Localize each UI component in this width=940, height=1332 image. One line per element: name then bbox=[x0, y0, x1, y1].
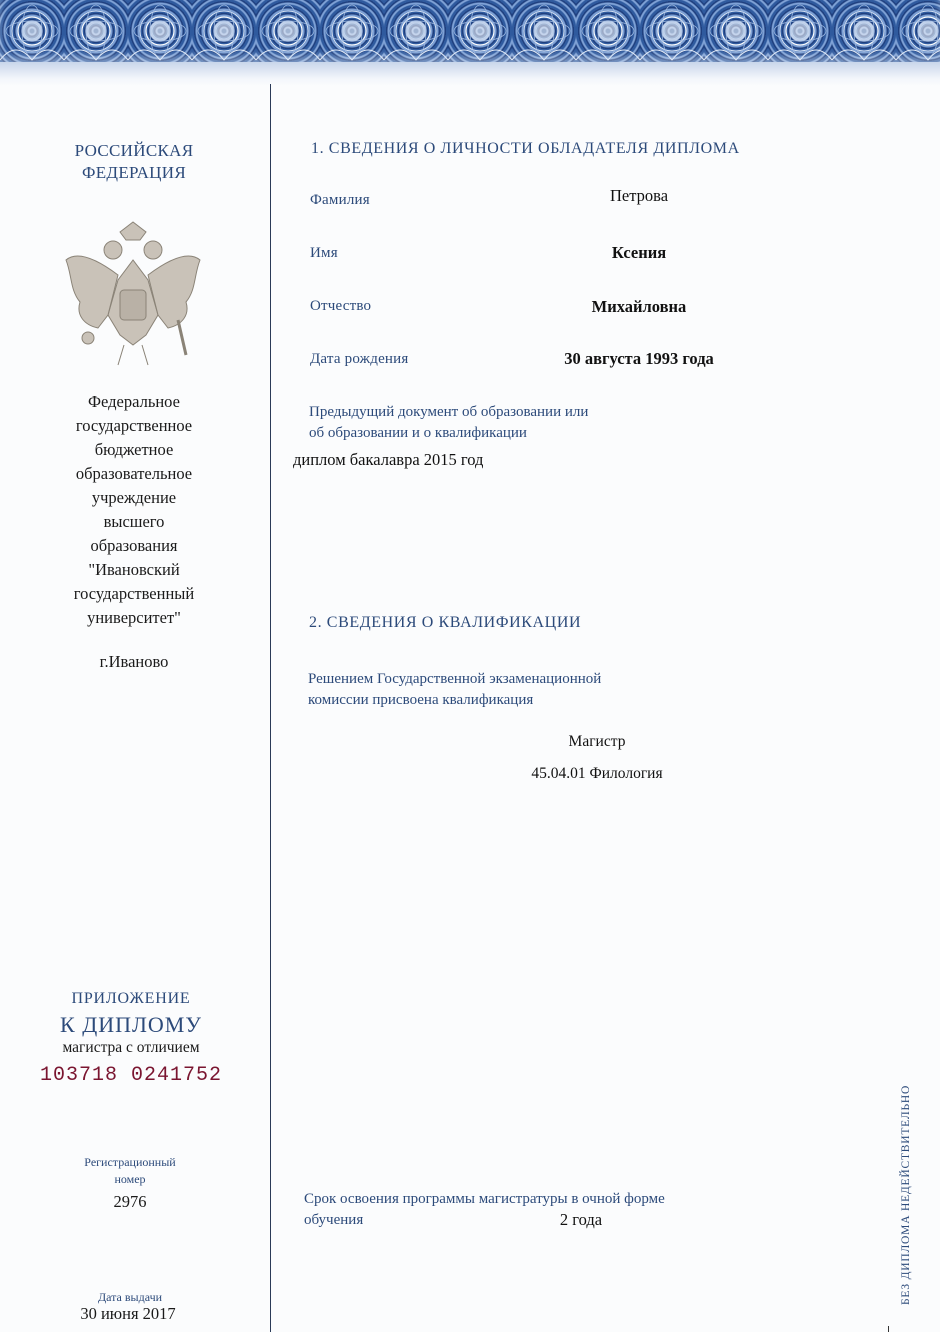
institution-line: высшего bbox=[103, 512, 165, 531]
registration-label bbox=[40, 1154, 220, 1188]
left-column bbox=[0, 84, 268, 1332]
section-1-title: 1. СВЕДЕНИЯ О ЛИЧНОСТИ ОБЛАДАТЕЛЯ ДИПЛОМА bbox=[311, 140, 740, 157]
commission-decision bbox=[308, 669, 688, 711]
appendix-title-line-2: К ДИПЛОМУ bbox=[60, 1012, 202, 1037]
previous-document-value: диплом бакалавра 2015 год bbox=[293, 450, 484, 469]
double-headed-eagle-emblem-icon bbox=[58, 220, 208, 370]
validity-notice: БЕЗ ДИПЛОМА НЕДЕЙСТВИТЕЛЬНО bbox=[900, 1084, 912, 1305]
patronymic-value: Михайловна bbox=[591, 297, 687, 316]
commission-decision-line-2: комиссии присвоена квалификация bbox=[308, 692, 534, 708]
appendix-title-line-1: ПРИЛОЖЕНИЕ bbox=[71, 990, 191, 1007]
study-duration-label-line-2: обучения bbox=[304, 1212, 364, 1228]
institution-line: учреждение bbox=[91, 488, 177, 507]
patronymic-label: Отчество bbox=[310, 298, 372, 314]
institution-line: "Ивановский bbox=[88, 560, 180, 579]
study-duration-value: 2 года bbox=[559, 1210, 603, 1229]
name-value: Ксения bbox=[611, 243, 667, 262]
country-line-1: РОССИЙСКАЯ bbox=[74, 141, 194, 160]
institution-line: образования bbox=[90, 536, 178, 555]
institution-name bbox=[34, 390, 234, 630]
institution-line: бюджетное bbox=[94, 440, 174, 459]
surname-value: Петрова bbox=[609, 186, 669, 205]
appendix-degree: магистра с отличием bbox=[62, 1039, 200, 1056]
previous-document-label bbox=[309, 402, 669, 444]
qualification-value: Магистр bbox=[568, 733, 626, 750]
institution-line: государственное bbox=[75, 416, 193, 435]
institution-line: университет" bbox=[87, 608, 181, 627]
margin-tick bbox=[888, 1326, 889, 1332]
surname-label: Фамилия bbox=[310, 192, 370, 208]
city: г.Иваново bbox=[99, 652, 169, 671]
right-column bbox=[271, 0, 940, 1332]
study-duration-label-line-1: Срок освоения программы магистратуры в очной форме bbox=[304, 1191, 665, 1207]
name-label: Имя bbox=[310, 245, 338, 261]
institution-line: государственный bbox=[73, 584, 195, 603]
country-line-2: ФЕДЕРАЦИЯ bbox=[82, 163, 186, 182]
institution-line: образовательное bbox=[75, 464, 193, 483]
registration-label-line-1: Регистрационный bbox=[84, 1155, 176, 1169]
birthdate-value: 30 августа 1993 года bbox=[564, 349, 714, 368]
registration-label-line-2: номер bbox=[114, 1172, 146, 1186]
birthdate-label: Дата рождения bbox=[310, 351, 409, 367]
specialty-value: 45.04.01 Филология bbox=[531, 765, 663, 782]
serial-number: 103718 0241752 bbox=[39, 1064, 223, 1087]
issue-date: 30 июня 2017 bbox=[80, 1304, 176, 1323]
section-2-title: 2. СВЕДЕНИЯ О КВАЛИФИКАЦИИ bbox=[309, 614, 582, 631]
institution-line: Федеральное bbox=[88, 392, 180, 411]
registration-number: 2976 bbox=[113, 1192, 147, 1211]
commission-decision-line-1: Решением Государственной экзаменационной bbox=[308, 671, 602, 687]
previous-document-label-line-1: Предыдущий документ об образовании или bbox=[309, 404, 589, 420]
country-name bbox=[0, 140, 268, 184]
previous-document-label-line-2: об образовании и о квалификации bbox=[309, 425, 527, 441]
issue-date-label: Дата выдачи bbox=[97, 1290, 163, 1304]
